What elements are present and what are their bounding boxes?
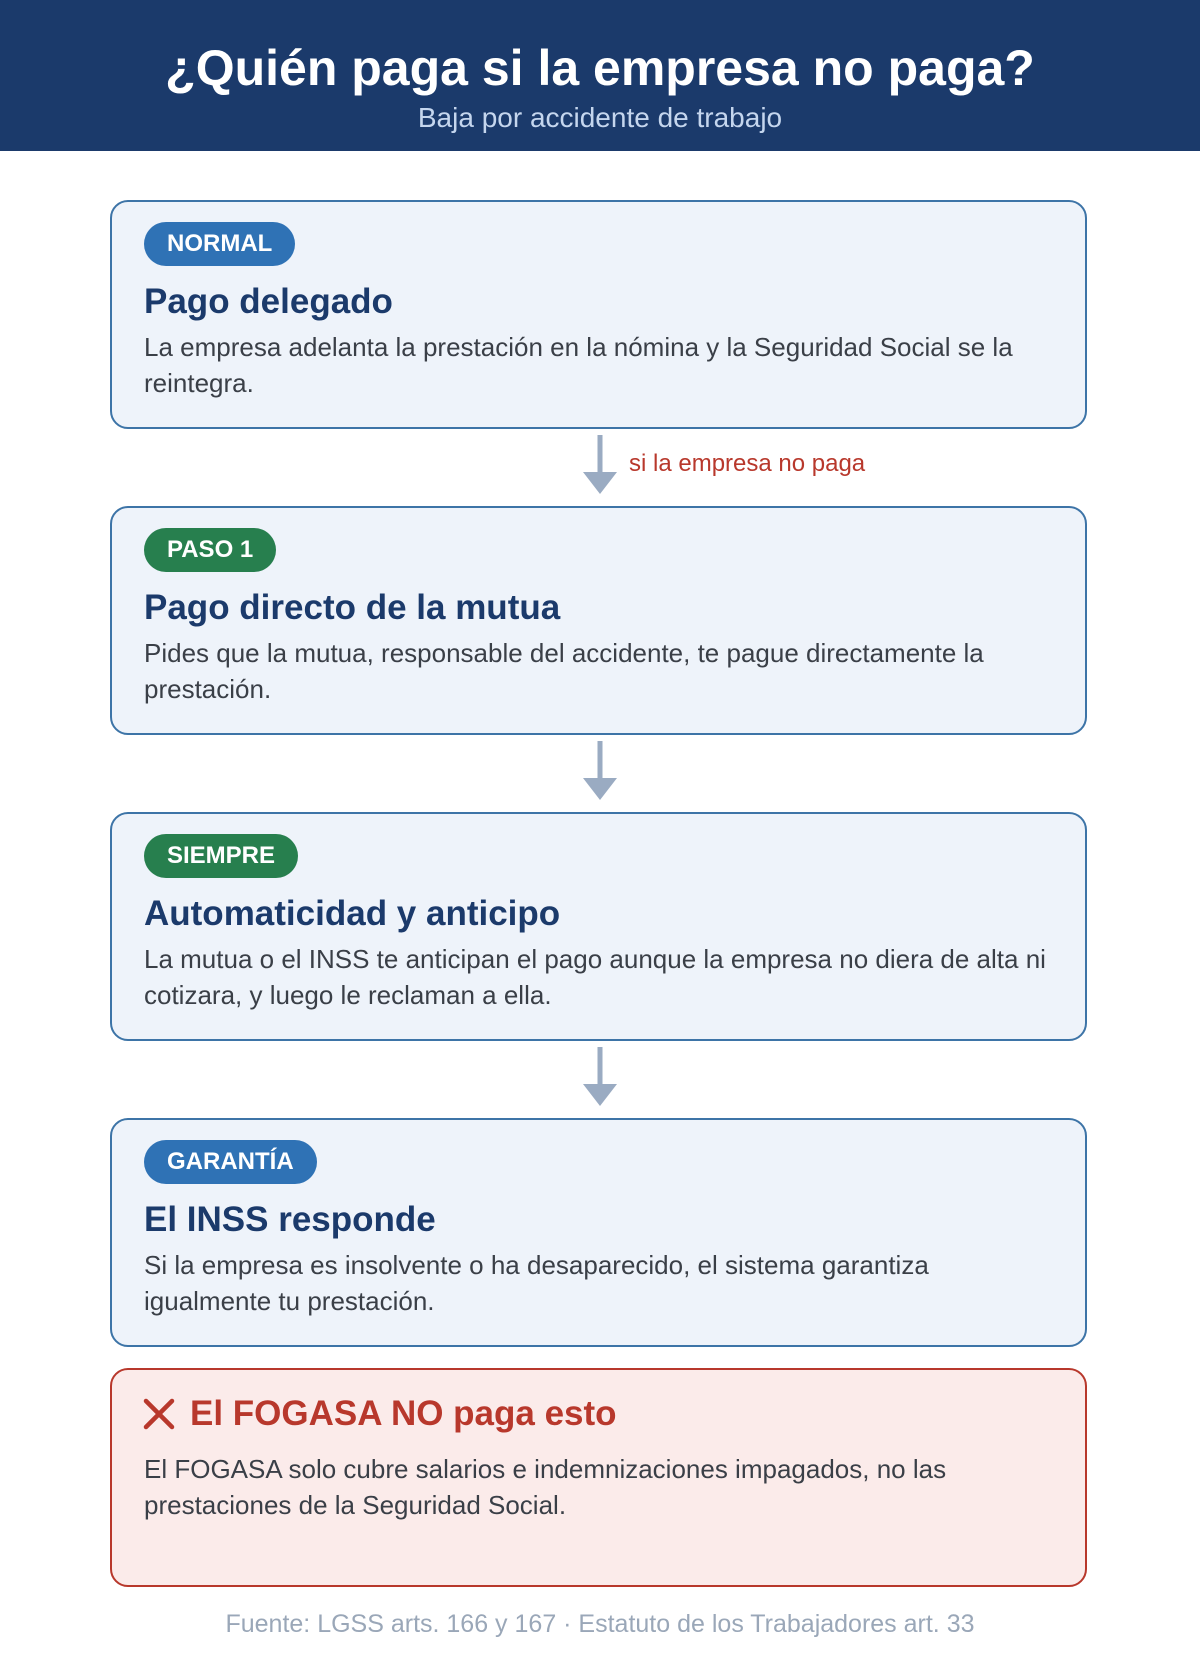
step-card-paso-1 xyxy=(110,506,1087,735)
step-card-siempre xyxy=(110,812,1087,1041)
arrow-down-icon xyxy=(580,435,620,495)
step-description: La empresa adelanta la prestación en la nómina y la Seguridad Social se la reintegra. xyxy=(144,332,1013,398)
step-title: Pago delegado xyxy=(144,282,393,321)
x-icon xyxy=(142,1397,176,1431)
warning-description: El FOGASA solo cubre salarios e indemnizaciones impagados, no las prestaciones de la Seguridad Social. xyxy=(144,1454,947,1520)
step-card-normal xyxy=(110,200,1087,429)
page-title: ¿Quién paga si la empresa no paga? xyxy=(165,40,1035,96)
step-badge: NORMAL xyxy=(144,222,295,266)
fogasa-warning-card xyxy=(110,1368,1087,1587)
connector-label: si la empresa no paga xyxy=(629,450,866,477)
page-subtitle: Baja por accidente de trabajo xyxy=(417,102,783,133)
step-badge: SIEMPRE xyxy=(144,834,298,878)
step-card-garantia xyxy=(110,1118,1087,1347)
step-badge: GARANTÍA xyxy=(144,1140,317,1184)
page-header xyxy=(0,0,1200,151)
step-title: El INSS responde xyxy=(144,1200,436,1239)
step-title: Automaticidad y anticipo xyxy=(144,894,561,933)
step-badge: PASO 1 xyxy=(144,528,276,572)
warning-title: El FOGASA NO paga esto xyxy=(190,1394,617,1433)
source-footer: Fuente: LGSS arts. 166 y 167 · Estatuto de los Trabajadores art. 33 xyxy=(225,1610,975,1638)
arrow-down-icon xyxy=(580,1047,620,1107)
step-description: La mutua o el INSS te anticipan el pago aunque la empresa no diera de alta ni cotizara, y luego le reclaman a ella. xyxy=(144,944,1046,1010)
step-description: Pides que la mutua, responsable del accidente, te pague directamente la prestación. xyxy=(144,638,984,704)
step-description: Si la empresa es insolvente o ha desaparecido, el sistema garantiza igualmente tu prestación. xyxy=(144,1250,929,1316)
step-title: Pago directo de la mutua xyxy=(144,588,561,627)
arrow-down-icon xyxy=(580,741,620,801)
